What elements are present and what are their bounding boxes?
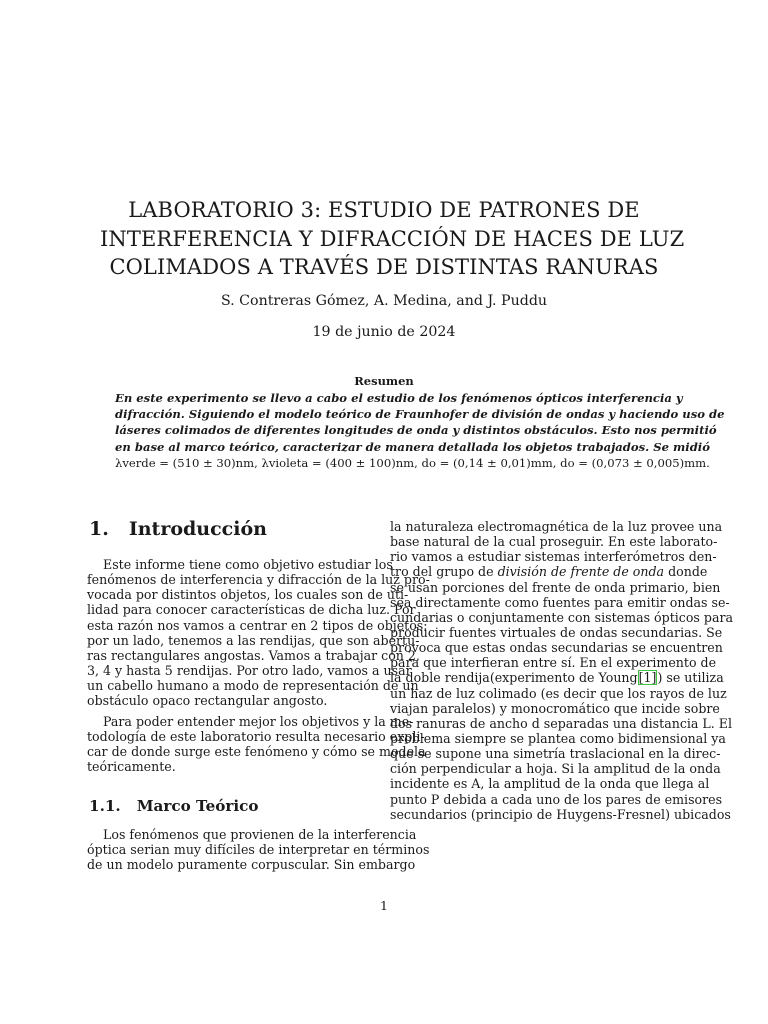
text-line: punto P debida a cada uno de los pares de emisores [390,791,723,807]
text-line: provoca que estas ondas secundarias se encuentren [390,640,723,656]
text-line: secundarios (principio de Huygens-Fresnel) ubicados [390,806,731,822]
abstract-heading: Resumen [354,374,414,388]
text-line: Los fenómenos que provienen de la interferencia [103,827,417,842]
text-span: la doble rendija(experimento de Young [390,670,638,686]
citation-link[interactable] [638,670,658,685]
text-line: obstáculo opaco rectangular angosto. [87,693,328,709]
text-line: cundarias o conjuntamente con sistemas ópticos para [390,609,733,625]
intro-paragraph-2 [87,714,426,775]
text-line: de un modelo puramente corpuscular. Sin embargo [87,857,416,873]
text-line: la naturaleza electromagnética de la luz provee una [390,519,723,534]
text-line: para que interfieran entre sí. En el experimento de [390,655,717,671]
subsection-title: Marco Teórico [136,797,259,815]
text-line: fenómenos de interferencia y difracción de la luz pro- [87,572,430,588]
text-line: problema siempre se plantea como bidimensional ya [390,730,726,746]
title-line: COLIMADOS A TRAVÉS DE DISTINTAS RANURAS [109,255,659,280]
text-line [390,564,708,580]
abstract-line: difracción. Siguiendo el modelo teórico de Fraunhofer de división de ondas y haciendo uso de [115,407,725,422]
text-line: base natural de la cual proseguir. En este laborato- [390,534,718,550]
text-line: por un lado, tenemos a las rendijas, que son abertu- [87,632,420,648]
text-line: vocada por distintos objetos, los cuales son de uti- [87,587,409,603]
citation-number: 1 [643,670,652,686]
text-line: sea directamente como fuentes para emitir ondas se- [390,594,730,610]
text-line: óptica serian muy difíciles de interpretar en términos [87,842,430,858]
title-line: LABORATORIO 3: ESTUDIO DE PATRONES DE [128,198,640,222]
text-line [390,670,724,686]
text-span: donde [664,564,708,580]
abstract-line: En este experimento se llevo a cabo el estudio de los fenómenos ópticos interferencia y [115,391,683,405]
italic-term: división de frente de onda [497,564,665,580]
abstract [115,390,725,471]
text-line: un haz de luz colimado (es decir que los rayos de luz [390,685,727,701]
text-line: rio vamos a estudiar sistemas interferómetros den- [390,549,717,565]
page-number: 1 [380,898,388,913]
text-span: ) se utiliza [657,670,724,686]
text-line: teóricamente. [87,759,176,775]
text-line: Para poder entender mejor los objetivos y la me- [103,714,414,729]
text-line: car de donde surge este fenómeno y cómo se modela [87,744,426,760]
text-span: tro del grupo de [390,564,498,580]
text-line: lidad para conocer características de dicha luz. Por [87,602,416,618]
abstract-line: láseres colimados de diferentes longitudes de onda y distintos obstáculos. Esto nos permitió [115,423,717,438]
text-line: Este informe tiene como objetivo estudiar los [103,557,393,572]
text-line: esta razón nos vamos a centrar en 2 tipos de objetos: [87,617,428,633]
text-line: ras rectangulares angostas. Vamos a trabajar con 2, [87,647,420,663]
section-title: Introducción [128,518,267,540]
paper-title [100,196,685,282]
text-line: todología de este laboratorio resulta necesario expli- [87,729,425,745]
abstract-math-line: λverde = (510 ± 30)nm, λvioleta = (400 ± 100)nm, do = (0,14 ± 0,01)mm, do = (0,073 ± 0,005)mm. [115,455,710,470]
text-line: que se supone una simetría traslacional en la direc- [390,746,721,762]
title-line: INTERFERENCIA Y DIFRACCIÓN DE HACES DE LUZ [100,226,685,251]
text-line: 3, 4 y hasta 5 rendijas. Por otro lado, vamos a usar [87,662,412,678]
citation-bracket: ] [651,670,657,686]
text-line: dos ranuras de ancho d separadas una distancia L. El [390,715,733,731]
text-line: viajan paralelos) y monocromático que incide sobre [390,700,720,716]
subsection-number: 1.1. [89,797,121,815]
intro-paragraph-1 [87,557,430,709]
text-line: un cabello humano a modo de representación de un [87,678,419,694]
section-heading [89,518,267,540]
marco-paragraph [87,827,430,873]
text-line: incidente es A, la amplitud de la onda que llega al [390,776,710,792]
abstract-line: en base al marco teórico, caracterizar de manera detallada los objetos trabajados. Se midió [115,439,710,454]
citation-bracket: [ [638,670,644,686]
text-line: producir fuentes virtuales de ondas secundarias. Se [390,624,723,640]
date: 19 de junio de 2024 [312,324,456,340]
subsection-heading [89,797,259,815]
authors: S. Contreras Gómez, A. Medina, and J. Puddu [220,293,548,309]
text-line: se usan porciones del frente de onda primario, bien [390,579,721,595]
section-number: 1. [89,518,109,540]
right-column-text [390,519,733,822]
text-line: ción perpendicular a hoja. Si la amplitud de la onda [390,761,721,777]
